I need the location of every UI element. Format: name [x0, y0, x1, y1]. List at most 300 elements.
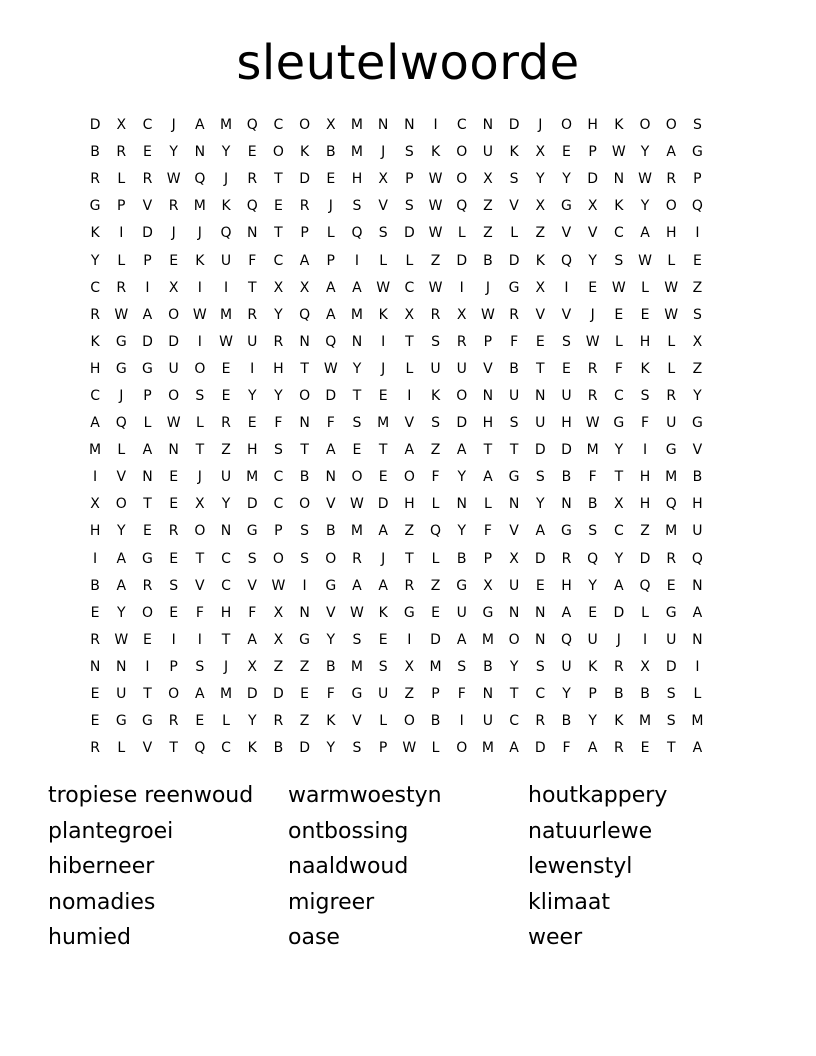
- grid-letter: S: [404, 198, 414, 215]
- grid-letter: E: [143, 631, 152, 648]
- grid-letter: U: [220, 469, 232, 486]
- grid-letter: E: [378, 387, 388, 404]
- grid-letter: A: [535, 523, 546, 540]
- grid-letter: A: [116, 550, 127, 567]
- grid-letter: Y: [169, 144, 178, 161]
- grid-letter: I: [695, 658, 700, 675]
- grid-letter: U: [116, 686, 127, 703]
- grid-letter: Z: [483, 225, 493, 242]
- grid-letter: Q: [560, 631, 572, 648]
- grid-letter: Z: [404, 523, 415, 540]
- grid-letter: U: [378, 686, 389, 703]
- grid-letter: Y: [640, 198, 650, 215]
- grid-letter: Y: [640, 144, 650, 161]
- grid-letter: S: [666, 686, 676, 703]
- grid-letter: A: [352, 577, 362, 594]
- grid-letter: G: [142, 713, 153, 730]
- grid-letter: A: [116, 577, 127, 594]
- grid-letter: C: [509, 713, 519, 730]
- grid-letter: X: [195, 496, 205, 513]
- grid-letter: S: [588, 523, 598, 540]
- grid-letter: J: [381, 360, 386, 377]
- grid-letter: K: [378, 306, 388, 323]
- grid-letter: R: [509, 306, 519, 323]
- grid-letter: S: [352, 631, 362, 648]
- grid-letter: D: [325, 387, 337, 404]
- grid-letter: L: [457, 225, 466, 242]
- grid-letter: C: [273, 496, 284, 513]
- grid-letter: S: [640, 387, 650, 404]
- grid-letter: O: [508, 631, 520, 648]
- grid-letter: L: [326, 225, 335, 242]
- grid-letter: N: [377, 117, 389, 134]
- grid-letter: S: [666, 713, 676, 730]
- grid-letter: J: [171, 225, 176, 242]
- grid-letter: H: [246, 442, 258, 459]
- grid-letter: Q: [351, 225, 363, 242]
- grid-letter: L: [667, 333, 676, 350]
- grid-letter: E: [90, 604, 100, 621]
- grid-letter: I: [197, 333, 202, 350]
- grid-letter: O: [168, 686, 180, 703]
- grid-letter: J: [590, 306, 595, 323]
- grid-row: [82, 600, 737, 627]
- grid-letter: A: [483, 469, 493, 486]
- grid-letter: B: [430, 713, 441, 730]
- grid-letter: O: [456, 740, 468, 757]
- grid-letter: R: [535, 713, 546, 730]
- grid-letter: U: [561, 387, 572, 404]
- grid-letter: O: [639, 117, 651, 134]
- grid-letter: V: [692, 442, 703, 459]
- grid-letter: D: [377, 496, 389, 513]
- grid-letter: Z: [299, 658, 310, 675]
- grid-letter: H: [587, 117, 598, 134]
- grid-letter: X: [509, 550, 519, 567]
- grid-letter: G: [482, 604, 494, 621]
- grid-letter: R: [116, 144, 127, 161]
- grid-letter: R: [299, 198, 310, 215]
- grid-row: [82, 546, 737, 573]
- grid-letter: G: [89, 198, 101, 215]
- grid-letter: D: [561, 442, 572, 459]
- grid-letter: T: [483, 442, 493, 459]
- grid-letter: L: [667, 360, 676, 377]
- grid-letter: H: [639, 496, 651, 513]
- grid-letter: R: [561, 550, 572, 567]
- grid-letter: E: [588, 279, 598, 296]
- grid-letter: M: [219, 686, 233, 703]
- grid-letter: Y: [536, 496, 545, 513]
- grid-letter: E: [169, 604, 179, 621]
- grid-letter: G: [115, 713, 127, 730]
- grid-letter: S: [431, 415, 440, 432]
- grid-letter: L: [431, 740, 440, 757]
- word-list-item: warmwoestyn: [288, 783, 442, 808]
- word-list-item: humied: [48, 925, 131, 950]
- grid-letter: K: [378, 604, 388, 621]
- grid-letter: R: [90, 171, 100, 188]
- grid-letter: I: [302, 577, 307, 594]
- grid-letter: F: [195, 604, 204, 621]
- grid-letter: G: [403, 604, 415, 621]
- grid-letter: E: [300, 686, 310, 703]
- grid-letter: S: [535, 469, 545, 486]
- grid-letter: T: [378, 442, 388, 459]
- grid-letter: X: [614, 496, 624, 513]
- grid-letter: A: [90, 415, 100, 432]
- grid-letter: K: [614, 713, 624, 730]
- grid-letter: D: [403, 225, 415, 242]
- grid-letter: O: [456, 387, 468, 404]
- grid-letter: E: [169, 496, 179, 513]
- grid-letter: P: [483, 550, 493, 567]
- grid-letter: O: [665, 198, 677, 215]
- grid-letter: G: [115, 333, 127, 350]
- grid-letter: G: [561, 198, 572, 215]
- grid-letter: W: [428, 279, 443, 296]
- grid-letter: E: [326, 171, 336, 188]
- letter-grid: [82, 112, 737, 762]
- grid-letter: W: [114, 306, 129, 323]
- grid-letter: O: [141, 604, 153, 621]
- grid-letter: Z: [692, 360, 703, 377]
- grid-letter: H: [404, 496, 415, 513]
- grid-letter: H: [639, 469, 651, 486]
- grid-letter: I: [459, 713, 464, 730]
- grid-letter: U: [168, 360, 179, 377]
- grid-letter: L: [641, 604, 649, 621]
- grid-letter: I: [197, 631, 202, 648]
- grid-letter: J: [616, 631, 621, 648]
- grid-letter: E: [169, 550, 179, 567]
- grid-letter: E: [692, 252, 702, 269]
- grid-letter: T: [300, 360, 309, 377]
- grid-letter: R: [90, 631, 100, 648]
- grid-letter: X: [299, 279, 310, 296]
- grid-letter: U: [535, 415, 546, 432]
- grid-letter: B: [325, 523, 336, 540]
- grid-letter: P: [405, 171, 414, 188]
- grid-letter: C: [142, 117, 153, 134]
- grid-letter: A: [325, 279, 336, 296]
- grid-letter: W: [585, 333, 600, 350]
- word-list-item: ontbossing: [288, 818, 409, 844]
- grid-letter: P: [300, 225, 309, 242]
- grid-letter: F: [483, 523, 492, 540]
- word-list-item: klimaat: [528, 889, 610, 915]
- grid-letter: S: [300, 550, 310, 567]
- grid-letter: V: [509, 198, 519, 215]
- grid-letter: Y: [588, 713, 597, 730]
- grid-letter: J: [381, 550, 386, 567]
- grid-letter: O: [456, 171, 468, 188]
- word-list-item: weer: [528, 925, 583, 950]
- grid-letter: I: [433, 117, 438, 134]
- grid-letter: J: [538, 117, 543, 134]
- grid-letter: T: [536, 360, 545, 377]
- grid-letter: D: [246, 496, 258, 513]
- grid-letter: E: [90, 713, 100, 730]
- grid-letter: F: [248, 604, 257, 621]
- grid-letter: B: [273, 740, 284, 757]
- grid-letter: B: [325, 658, 336, 675]
- grid-letter: I: [564, 279, 569, 296]
- grid-letter: W: [114, 631, 129, 648]
- grid-letter: O: [351, 469, 363, 486]
- grid-letter: E: [640, 740, 650, 757]
- grid-letter: V: [535, 306, 546, 323]
- grid-row: [82, 708, 737, 735]
- grid-letter: W: [376, 279, 391, 296]
- grid-letter: H: [561, 415, 572, 432]
- grid-letter: E: [273, 198, 283, 215]
- grid-letter: W: [271, 577, 286, 594]
- grid-letter: T: [247, 279, 257, 296]
- grid-letter: S: [352, 415, 362, 432]
- grid-letter: S: [378, 658, 388, 675]
- grid-letter: N: [168, 442, 179, 459]
- grid-letter: Y: [614, 550, 624, 567]
- grid-letter: B: [483, 658, 493, 675]
- grid-letter: O: [168, 306, 180, 323]
- grid-letter: Q: [560, 252, 572, 269]
- grid-letter: S: [509, 171, 519, 188]
- grid-letter: Q: [430, 523, 442, 540]
- grid-letter: F: [431, 469, 440, 486]
- grid-letter: K: [90, 225, 100, 242]
- grid-letter: S: [457, 658, 467, 675]
- grid-letter: R: [587, 387, 598, 404]
- grid-letter: O: [560, 117, 572, 134]
- grid-letter: R: [142, 171, 153, 188]
- grid-letter: A: [142, 442, 153, 459]
- page-title: sleutelwoorde: [236, 35, 580, 91]
- grid-letter: L: [693, 686, 702, 703]
- grid-letter: R: [273, 333, 284, 350]
- grid-letter: T: [509, 442, 519, 459]
- grid-letter: G: [456, 577, 468, 594]
- grid-letter: A: [692, 740, 703, 757]
- grid-letter: F: [248, 252, 257, 269]
- grid-letter: A: [299, 252, 310, 269]
- grid-letter: M: [429, 658, 442, 675]
- grid-letter: A: [378, 577, 388, 594]
- grid-letter: W: [480, 306, 495, 323]
- grid-letter: R: [666, 387, 677, 404]
- grid-letter: X: [587, 198, 598, 215]
- grid-letter: B: [456, 550, 467, 567]
- grid-row: [82, 437, 737, 464]
- word-list: [48, 778, 768, 956]
- grid-letter: P: [143, 252, 152, 269]
- grid-letter: T: [274, 225, 283, 242]
- grid-row: [82, 383, 737, 410]
- grid-letter: H: [273, 360, 284, 377]
- grid-letter: G: [508, 279, 520, 296]
- grid-letter: R: [613, 740, 624, 757]
- grid-letter: T: [300, 442, 309, 459]
- grid-letter: O: [403, 469, 415, 486]
- grid-letter: O: [403, 713, 415, 730]
- grid-letter: D: [142, 333, 153, 350]
- grid-letter: K: [247, 740, 257, 757]
- grid-letter: N: [561, 496, 572, 513]
- grid-letter: T: [143, 496, 152, 513]
- grid-letter: G: [299, 631, 311, 648]
- grid-letter: U: [508, 387, 520, 404]
- grid-letter: G: [115, 360, 127, 377]
- grid-letter: V: [325, 604, 336, 621]
- grid-letter: S: [431, 333, 440, 350]
- grid-letter: L: [222, 713, 230, 730]
- grid-letter: V: [404, 415, 415, 432]
- grid-letter: I: [197, 279, 202, 296]
- grid-letter: S: [195, 658, 205, 675]
- grid-letter: D: [142, 225, 153, 242]
- grid-letter: X: [456, 306, 467, 323]
- grid-letter: T: [221, 631, 231, 648]
- grid-letter: K: [326, 713, 336, 730]
- grid-letter: W: [611, 144, 626, 161]
- grid-letter: L: [379, 252, 388, 269]
- grid-letter: X: [404, 306, 415, 323]
- grid-letter: B: [561, 713, 572, 730]
- grid-letter: G: [691, 144, 703, 161]
- grid-letter: U: [666, 631, 677, 648]
- grid-letter: G: [325, 577, 337, 594]
- grid-letter: Y: [588, 252, 597, 269]
- grid-letter: Y: [90, 252, 100, 269]
- word-list-item: nomadies: [48, 889, 156, 915]
- grid-letter: N: [613, 171, 625, 188]
- grid-letter: S: [509, 415, 519, 432]
- grid-letter: C: [613, 523, 624, 540]
- grid-letter: C: [273, 117, 284, 134]
- grid-letter: L: [117, 442, 126, 459]
- grid-letter: B: [90, 577, 100, 594]
- grid-letter: N: [404, 117, 415, 134]
- grid-letter: Y: [562, 171, 571, 188]
- grid-letter: D: [456, 252, 468, 269]
- grid-letter: W: [323, 360, 338, 377]
- grid-letter: R: [142, 577, 153, 594]
- grid-letter: L: [510, 225, 518, 242]
- grid-letter: O: [194, 360, 206, 377]
- grid-letter: U: [482, 144, 494, 161]
- grid-letter: M: [350, 658, 364, 675]
- grid-letter: L: [667, 252, 676, 269]
- grid-letter: T: [614, 469, 624, 486]
- grid-letter: N: [299, 333, 310, 350]
- grid-letter: H: [692, 496, 703, 513]
- grid-letter: W: [350, 496, 364, 513]
- grid-letter: E: [614, 306, 624, 323]
- word-list-item: houtkappery: [528, 783, 668, 808]
- grid-letter: X: [404, 658, 415, 675]
- grid-letter: G: [351, 686, 363, 703]
- grid-letter: D: [534, 442, 546, 459]
- grid-letter: W: [664, 306, 679, 323]
- grid-letter: L: [641, 279, 649, 296]
- grid-letter: S: [195, 387, 205, 404]
- grid-letter: D: [613, 604, 625, 621]
- grid-letter: G: [691, 415, 703, 432]
- grid-letter: E: [247, 144, 257, 161]
- grid-letter: N: [482, 686, 494, 703]
- grid-letter: E: [247, 415, 257, 432]
- grid-letter: U: [692, 523, 703, 540]
- grid-letter: E: [640, 306, 650, 323]
- grid-letter: V: [195, 577, 205, 594]
- grid-letter: Y: [117, 523, 126, 540]
- grid-letter: I: [354, 252, 360, 269]
- grid-row: [82, 410, 737, 437]
- grid-letter: Y: [221, 144, 231, 161]
- grid-letter: Y: [562, 686, 571, 703]
- grid-letter: R: [168, 713, 179, 730]
- grid-letter: E: [666, 577, 676, 594]
- grid-letter: J: [171, 117, 176, 134]
- grid-letter: Q: [220, 225, 232, 242]
- grid-letter: D: [587, 171, 599, 188]
- grid-letter: N: [692, 577, 703, 594]
- grid-letter: T: [195, 442, 205, 459]
- grid-letter: G: [665, 604, 677, 621]
- grid-letter: Q: [299, 306, 311, 323]
- grid-letter: K: [640, 360, 650, 377]
- grid-letter: F: [274, 415, 283, 432]
- grid-letter: M: [691, 713, 704, 730]
- grid-letter: Y: [509, 658, 519, 675]
- grid-letter: X: [116, 117, 127, 134]
- grid-letter: K: [195, 252, 205, 269]
- grid-letter: V: [247, 577, 257, 594]
- grid-letter: G: [561, 523, 572, 540]
- grid-letter: R: [666, 550, 677, 567]
- grid-letter: Y: [117, 604, 126, 621]
- grid-letter: Q: [194, 171, 206, 188]
- grid-letter: P: [693, 171, 702, 188]
- grid-letter: O: [272, 550, 284, 567]
- grid-letter: W: [350, 604, 364, 621]
- grid-letter: S: [352, 740, 362, 757]
- grid-letter: P: [588, 686, 597, 703]
- grid-letter: A: [614, 577, 624, 594]
- grid-letter: Z: [299, 713, 310, 730]
- grid-letter: N: [692, 631, 703, 648]
- grid-letter: K: [614, 117, 624, 134]
- grid-letter: U: [456, 360, 467, 377]
- grid-letter: T: [666, 740, 676, 757]
- grid-letter: L: [117, 252, 126, 269]
- grid-letter: S: [404, 144, 414, 161]
- grid-letter: H: [89, 360, 101, 377]
- grid-letter: B: [692, 469, 703, 486]
- grid-letter: D: [168, 333, 180, 350]
- grid-letter: R: [90, 306, 100, 323]
- grid-row: [82, 627, 737, 654]
- grid-letter: O: [299, 496, 311, 513]
- grid-letter: S: [692, 306, 702, 323]
- grid-letter: S: [300, 523, 310, 540]
- grid-letter: J: [223, 171, 229, 188]
- grid-letter: W: [428, 171, 443, 188]
- grid-letter: N: [351, 333, 363, 350]
- grid-letter: R: [168, 198, 179, 215]
- grid-letter: N: [535, 604, 546, 621]
- grid-letter: R: [404, 577, 415, 594]
